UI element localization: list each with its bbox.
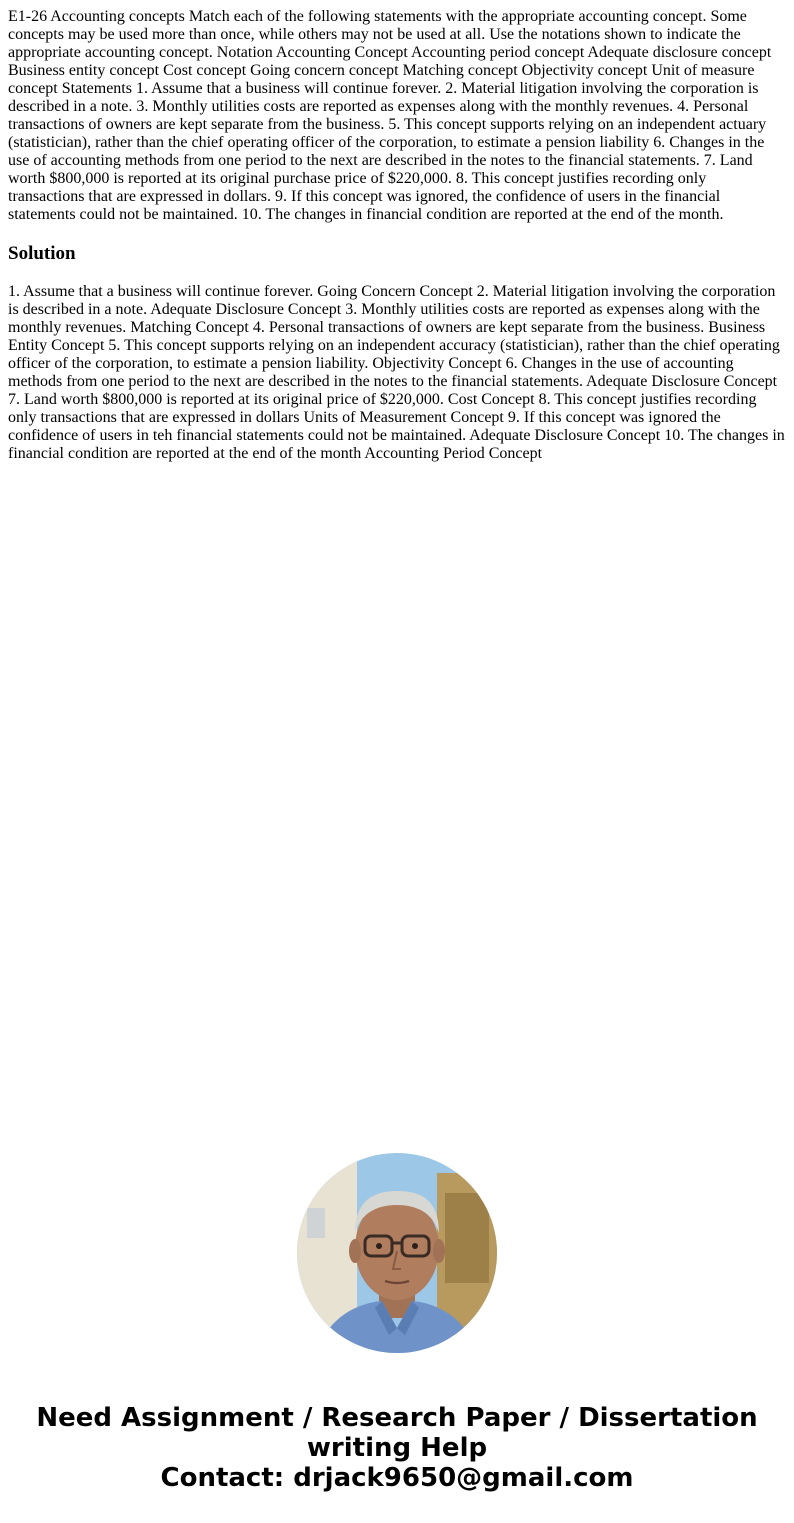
- solution-text: 1. Assume that a business will continue forever. Going Concern Concept 2. Material litigation involving the corporation is described in a note. Adequate Disclosure Concept 3. Monthly utilities costs are reported as expenses along with the monthly revenues. Matching Concept 4. Personal transactions of owners are kept separate from the business. Business Entity Concept 5. This concept supports relying on an independent accuracy (statistician), rather than the chief operating officer of the corporation, to estimate a pension liability. Objectivity Concept 6. Changes in the use of accounting methods from one period to the next are described in the notes to the financial statements. Adequate Disclosure Concept 7. Land worth $800,000 is reported at its original price of $220,000. Cost Concept 8. This concept justifies recording only transactions that are expressed in dollars Units of Measurement Concept 9. If this concept was ignored the confidence of users in teh financial statements could not be maintained. Adequate Disclosure Concept 10. The changes in financial condition are reported at the end of the month Accounting Period Concept: [8, 283, 785, 462]
- promo-line-1: Need Assignment / Research Paper / Dissertation: [36, 1403, 758, 1433]
- question-text: E1-26 Accounting concepts Match each of the following statements with the appropriate accounting concept. Some concepts may be used more than once, while others may not be used at all. Use the notations shown to indicate the appropriate accounting concept. Notation Accounting Concept Accounting period concept Adequate disclosure concept Business entity concept Cost concept Going concern concept Matching concept Objectivity concept Unit of measure concept Statements 1. Assume that a business will continue forever. 2. Material litigation involving the corporation is described in a note. 3. Monthly utilities costs are reported as expenses along with the monthly revenues. 4. Personal transactions of owners are kept separate from the business. 5. This concept supports relying on an independent actuary (statistician), rather than the chief operating officer of the corporation, to estimate a pension liability 6. Changes in the use of accounting methods from one period to the next are described in the notes to the financial statements. 7. Land worth $800,000 is reported at its original purchase price of $220,000. 8. This concept justifies recording only transactions that are expressed in dollars. 9. If this concept was ignored, the confidence of users in the financial statements could not be maintained. 10. The changes in financial condition are reported at the end of the month.: [8, 8, 772, 223]
- author-portrait-illustration: [297, 1153, 497, 1353]
- solution-heading: Solution: [8, 243, 76, 264]
- promo-line-2: writing Help: [306, 1433, 488, 1463]
- author-photo: [297, 1153, 497, 1353]
- promo-banner: [0, 1403, 794, 1493]
- promo-contact: Contact: drjack9650@gmail.com: [160, 1463, 634, 1493]
